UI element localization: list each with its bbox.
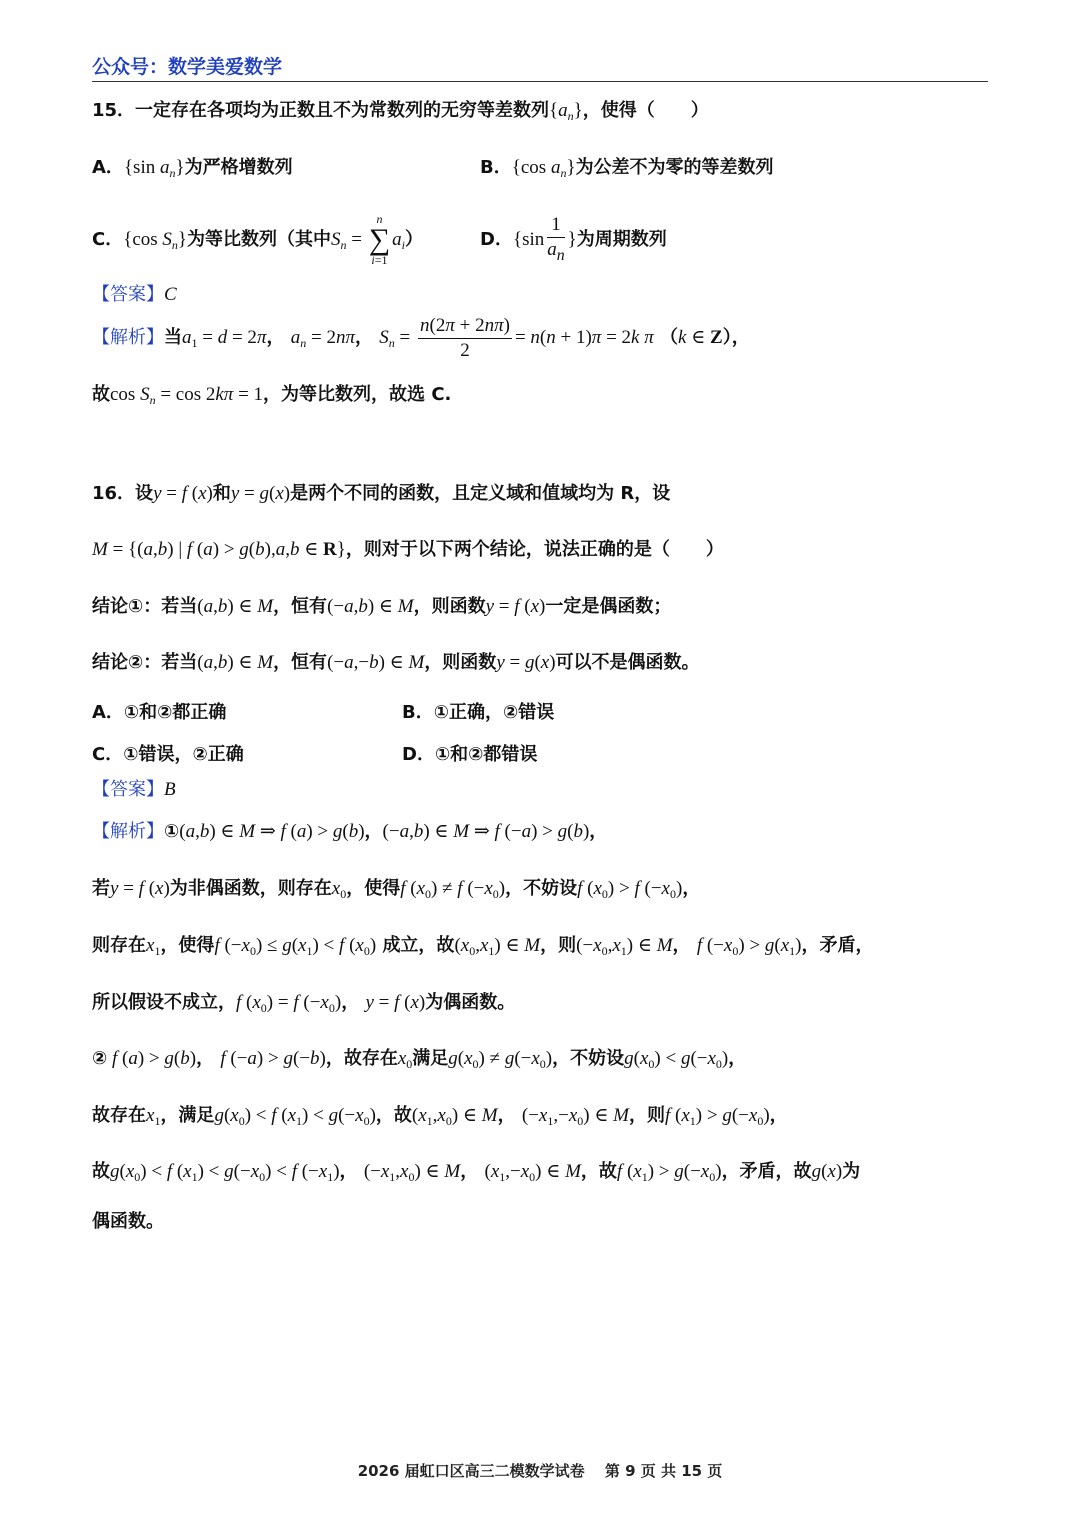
q16-answer: 【答案】B	[92, 779, 176, 800]
q16-option-d: D．①和②都错误	[402, 744, 538, 765]
page-footer: 2026 届虹口区高三二模数学试卷 第 9 页 共 15 页	[357, 1462, 723, 1480]
q15-option-a: A．{sin $a_n$}为严格增数列	[92, 157, 293, 180]
q16-options-cd	[92, 742, 988, 768]
q16-analysis-line6: 故存在$x_1$，满足$g(x_0) < f$ $(x_1) < g(-x_0)$，故$(x_1,x_0)$ ∈ M， $(-x_1,-x_0)$ ∈ M，则f $(x_1) > g(-x_0)$，	[92, 1105, 788, 1128]
q16-option-a: A．①和②都正确	[92, 702, 227, 723]
q16-stem-line2: M = {(a,b) | f (a) > g(b),a,b ∈ R}，则对于以下两个结论，说法正确的是（ ）	[92, 539, 724, 560]
header-title: 公众号：数学美爱数学	[92, 56, 283, 78]
q16-analysis-line2: 若y = f (x)为非偶函数，则存在$x_0$，使得f $(x_0) \ne f$ $(-x_0)$，不妨设f $(x_0) > f$ $(-x_0)$，	[92, 878, 701, 901]
sigma-symbol: n ∑ i=1	[368, 212, 391, 267]
header-divider	[92, 81, 988, 82]
q15-option-b: B．{cos $a_n$}为公差不为零的等差数列	[480, 157, 774, 180]
q16-option-c: C．①错误，②正确	[92, 744, 244, 765]
q15-options-ab	[92, 155, 988, 181]
q16-analysis-line3: 则存在$x_1$，使得f $(-x_0) \le g(x_1) < f$ $(x_0)$ 成立，故$(x_0,x_1)$ ∈ M，则$(-x_0,x_1)$ ∈ M， f $(-x_0) > g(x_1)$，矛盾，	[92, 935, 874, 958]
q15-analysis-line1: 【解析】当$a_1 = d = 2\pi$， $a_n = 2n\pi$， $S_n$ = $\frac{n(2\pi + 2n\pi)}{2}$ = n(n + 1)π = 2k π （k ∈ Z），	[92, 314, 750, 361]
q16-stem-line1: 16．设y = f (x)和y = g(x)是两个不同的函数，且定义域和值域均为 R，设	[92, 483, 671, 504]
q15-answer: 【答案】C	[92, 284, 177, 305]
q15-option-c: C．{cos $S_n$}为等比数列（其中$S_n$ = n ∑ i=1 $a_i$）	[92, 212, 423, 267]
q16-option-b: B．①正确，②错误	[402, 702, 555, 723]
fraction: $\frac{n(2\pi + 2n\pi)}{2}$	[420, 314, 510, 361]
q16-conclusion-2: 结论②：若当(a,b) ∈ M，恒有(−a,−b) ∈ M，则函数y = g(x)可以不是偶函数。	[92, 652, 700, 673]
q16-analysis-line7: 故$g(x_0) < f$ $(x_1) < g(-x_0) < f$ $(-x_1)$， $(-x_1,x_0)$ ∈ M， $(x_1,-x_0)$ ∈ M，故f $(x_1) > g(-x_0)$，矛盾，故g(x)为	[92, 1161, 861, 1184]
q16-analysis-line4: 所以假设不成立，f $(x_0) = f$ $(-x_0)$， y = f (x)为偶函数。	[92, 992, 516, 1015]
q16-analysis-line8: 偶函数。	[92, 1211, 164, 1232]
fraction: $\frac{1}{a_n}$	[547, 213, 565, 264]
q16-analysis-line1: 【解析】①(a,b) ∈ M ⇒ f (a) > g(b)，(−a,b) ∈ M ⇒ f (−a) > g(b)，	[92, 821, 608, 842]
q16-conclusion-1: 结论①：若当(a,b) ∈ M，恒有(−a,b) ∈ M，则函数y = f (x)一定是偶函数；	[92, 596, 672, 617]
q15-analysis-line2: 故$\cos S_n = \cos 2k\pi = 1$，为等比数列，故选 C.	[92, 384, 452, 407]
q16-analysis-line5: ② f (a) > g(b)， f (−a) > g(−b)，故存在$x_0$满足$g(x_0) \ne g(-x_0)$，不妨设$g(x_0) < g(-x_0)$，	[92, 1048, 747, 1071]
q15-options-cd	[92, 212, 988, 268]
q16-options-ab	[92, 700, 988, 726]
q15-stem: 15．一定存在各项均为正数且不为常数列的无穷等差数列$\{a_n\}$，使得（ ）	[92, 100, 709, 123]
q15-option-d: D．{sin $\frac{1}{a_n}$ }为周期数列	[480, 212, 667, 268]
